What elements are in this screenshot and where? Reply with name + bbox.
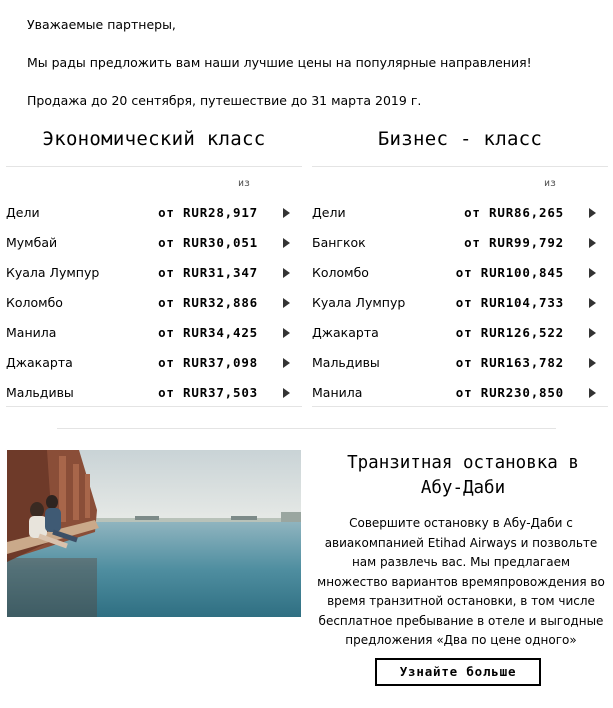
fare-price: от RUR100,845 (455, 265, 564, 280)
play-arrow-icon[interactable] (283, 238, 290, 248)
fare-price: от RUR32,886 (158, 295, 258, 310)
city-name: Коломбо (6, 295, 63, 310)
fare-row-business[interactable] (312, 233, 608, 253)
economy-title: Экономический класс (42, 128, 266, 150)
transit-body-line: время транзитной остановки, в том числе (327, 594, 595, 608)
transit-body-line: авиакомпанией Etihad Airways и позвольте (324, 535, 598, 550)
fare-price: от RUR126,522 (455, 325, 564, 340)
city-name: Мальдивы (6, 385, 74, 400)
play-arrow-icon[interactable] (589, 298, 596, 308)
transit-title-line: Абу-Даби (420, 478, 506, 498)
divider (57, 428, 556, 429)
city-name: Джакарта (6, 355, 73, 370)
fare-row-business[interactable] (312, 293, 608, 313)
play-arrow-icon[interactable] (589, 358, 596, 368)
play-arrow-icon[interactable] (283, 268, 290, 278)
fare-price: от RUR104,733 (455, 295, 564, 310)
fare-row-economy[interactable] (6, 293, 302, 313)
from-label: из (238, 178, 251, 189)
business-title: Бизнес - класс (377, 128, 543, 150)
fare-row-economy[interactable] (6, 203, 302, 223)
city-name: Мальдивы (312, 355, 380, 370)
city-name: Манила (312, 385, 363, 400)
fare-price: от RUR37,503 (158, 385, 258, 400)
play-arrow-icon[interactable] (589, 208, 596, 218)
fare-price: от RUR31,347 (158, 265, 258, 280)
fare-row-economy[interactable] (6, 353, 302, 373)
play-arrow-icon[interactable] (589, 328, 596, 338)
city-name: Коломбо (312, 265, 369, 280)
fare-row-economy[interactable] (6, 383, 302, 403)
transit-body-line: бесплатное пребывание в отеле и выгодные (318, 613, 604, 628)
transit-body-line: предложения «Два по цене одного» (345, 633, 577, 647)
abu-dhabi-pool-photo (7, 450, 301, 617)
fare-price: от RUR99,792 (464, 235, 564, 250)
fare-row-economy[interactable] (6, 263, 302, 283)
transit-body-line: Совершите остановку в Абу-Даби с (349, 516, 573, 530)
fare-row-business[interactable] (312, 383, 608, 403)
transit-body-line: множество вариантов времяпровождения во (317, 574, 605, 589)
play-arrow-icon[interactable] (589, 238, 596, 248)
city-name: Дели (6, 205, 40, 220)
city-name: Мумбай (6, 235, 58, 250)
transit-description (310, 514, 612, 651)
transit-title-line: Транзитная остановка в (347, 453, 579, 473)
play-arrow-icon[interactable] (589, 268, 596, 278)
divider (312, 166, 608, 167)
play-arrow-icon[interactable] (589, 388, 596, 398)
fare-price: от RUR37,098 (158, 355, 258, 370)
fare-row-business[interactable] (312, 323, 608, 343)
transit-title (318, 451, 608, 501)
fare-price: от RUR28,917 (158, 205, 258, 220)
greeting-text: Уважаемые партнеры, (27, 17, 176, 32)
play-arrow-icon[interactable] (283, 208, 290, 218)
fare-row-business[interactable] (312, 203, 608, 223)
city-name: Бангкок (312, 235, 366, 250)
fare-price: от RUR230,850 (455, 385, 564, 400)
play-arrow-icon[interactable] (283, 328, 290, 338)
fare-row-economy[interactable] (6, 233, 302, 253)
fare-row-business[interactable] (312, 353, 608, 373)
dates-text: Продажа до 20 сентября, путешествие до 31 марта 2019 г. (27, 93, 422, 108)
divider (6, 166, 302, 167)
city-name: Манила (6, 325, 57, 340)
city-name: Куала Лумпур (6, 265, 100, 280)
play-arrow-icon[interactable] (283, 388, 290, 398)
play-arrow-icon[interactable] (283, 298, 290, 308)
fare-price: от RUR30,051 (158, 235, 258, 250)
city-name: Дели (312, 205, 346, 220)
divider (312, 406, 608, 407)
fare-row-economy[interactable] (6, 323, 302, 343)
play-arrow-icon[interactable] (283, 358, 290, 368)
from-label: из (544, 178, 557, 189)
divider (6, 406, 302, 407)
fare-price: от RUR163,782 (455, 355, 564, 370)
city-name: Джакарта (312, 325, 379, 340)
fare-price: от RUR86,265 (464, 205, 564, 220)
city-name: Куала Лумпур (312, 295, 406, 310)
learn-more-button[interactable]: Узнайте больше (375, 658, 541, 686)
offer-text: Мы рады предложить вам наши лучшие цены на популярные направления! (27, 55, 532, 70)
fare-price: от RUR34,425 (158, 325, 258, 340)
fare-row-business[interactable] (312, 263, 608, 283)
transit-body-line: нам развлечь вас. Мы предлагаем (351, 555, 571, 569)
